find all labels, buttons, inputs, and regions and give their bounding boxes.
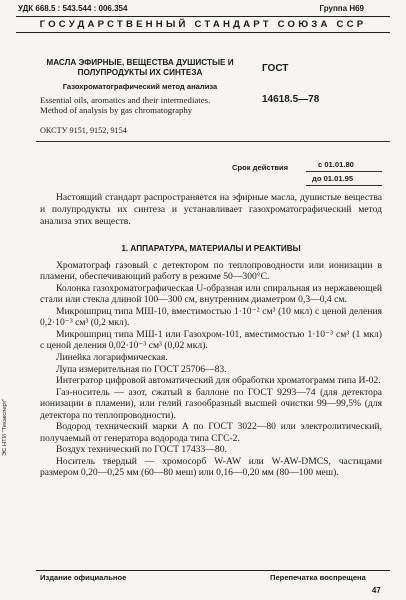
validity-from-rule xyxy=(306,171,382,172)
paragraph: Линейка логарифмическая. xyxy=(56,352,168,363)
side-watermark-note: ЭС НТИ "Техэксперт" xyxy=(2,398,8,456)
gost-number: 14618.5—78 xyxy=(262,94,320,105)
group-code: Группа Н69 xyxy=(319,4,364,13)
footer-rule xyxy=(36,570,390,571)
paragraph: Лупа измерительная по ГОСТ 25706—83. xyxy=(56,363,227,375)
footer-reprint-prohibited: Перепечатка воспрещена xyxy=(270,573,366,582)
footer-official-edition: Издание официальное xyxy=(40,573,127,582)
section-1-title: 1. АППАРАТУРА, МАТЕРИАЛЫ И РЕАКТИВЫ xyxy=(121,244,301,253)
paragraph: Водород технический марки А по ГОСТ 3022—80 или электролитический, получаемый от генератора водорода типа СГС-2. xyxy=(40,421,382,444)
document-title-ru: МАСЛА ЭФИРНЫЕ, ВЕЩЕСТВА ДУШИСТЫЕ И ПОЛУПРОДУКТЫ ИХ СИНТЕЗА xyxy=(46,58,234,77)
paragraph: Газ-носитель — азот, сжатый в баллоне по ГОСТ 9293—74 (для детектора ионизации в пламени), или гелий газообразный высшей очистки 99—99,5% (для детектора по теплопроводности). xyxy=(40,386,382,421)
paragraph: Интегратор цифровой автоматический для обработки хроматограмм типа И-02. xyxy=(56,375,381,387)
gost-label: ГОСТ xyxy=(262,63,289,74)
paragraph: Микрошприц типа МШ-10, вместимостью 1·10⁻² см³ (10 мкл) с ценой деления 0,2·10⁻³ см³ (0,2 мкл). xyxy=(40,306,382,329)
header-divider xyxy=(36,141,390,142)
section-1-body xyxy=(40,260,382,479)
standard-title: ГОСУДАРСТВЕННЫЙ СТАНДАРТ СОЮЗА ССР xyxy=(39,19,367,30)
intro-text: Настоящий стандарт распространяется на эфирные масла, душистые вещества и полупродукты их синтеза и устанавливает газохроматографический метод анализа этих веществ. xyxy=(40,192,382,227)
paragraph: Воздух технический по ГОСТ 17433—80. xyxy=(56,444,227,456)
title-en-line-2: Method of analysis by gas chromatography xyxy=(40,105,193,115)
title-en-line-1: Essential oils, aromatics and their intermediates. xyxy=(40,95,211,105)
page-number: 47 xyxy=(372,586,381,595)
paragraph: Хроматограф газовый с детектором по теплопроводности или ионизации в пламени, обеспечивающий работу в режиме 50—300°С. xyxy=(40,260,382,283)
validity-from: с 01.01.80 xyxy=(318,160,354,169)
paragraph: Носитель твердый — хромосорб W-AW или W-AW-DMCS, частицами размером 0,20—0,25 мм (60—80 меш) или 0,16—0,20 мм (80—100 меш). xyxy=(40,455,382,479)
validity-to-rule xyxy=(306,185,382,186)
validity-label: Срок действия xyxy=(232,163,289,172)
intro-paragraph xyxy=(40,192,382,228)
method-subtitle: Газохроматографический метод анализа xyxy=(62,82,218,91)
document-title-en xyxy=(40,95,250,115)
udk-code: УДК 668.5 : 543.544 : 006.354 xyxy=(18,4,128,13)
title-rule xyxy=(16,32,390,33)
okstu-codes: ОКСТУ 9151, 9152, 9154 xyxy=(40,126,127,135)
top-rule xyxy=(16,16,390,17)
validity-to: до 01.01.95 xyxy=(312,174,354,183)
paragraph: Колонка газохроматографическая U-образная или спиральная из нержавеющей стали или стекла длиной 100—300 см, внутренним диаметром 0,3—0,4 см. xyxy=(40,283,382,306)
gost-block xyxy=(262,63,319,105)
paragraph: Микрошприц типа МШ-1 или Газохром-101, вместимостью 1·10⁻³ см³ (1 мкл) с ценой деления 0,02·10⁻³ см³ (0,02 мкл). xyxy=(40,329,382,352)
